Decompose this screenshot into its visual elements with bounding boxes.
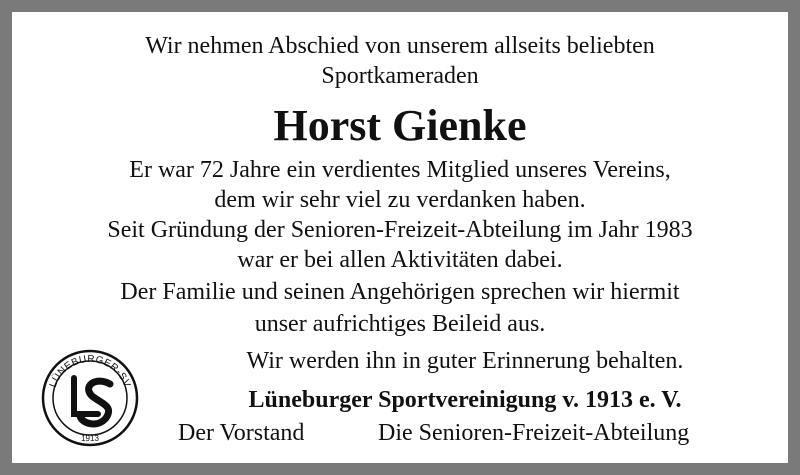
intro-line-2: Sportkameraden — [321, 63, 479, 89]
body-line-4: war er bei allen Aktivitäten dabei. — [237, 247, 563, 273]
logo-ring-text: LÜNEBURGER-SV — [47, 353, 133, 390]
body-line-5: Der Familie und seinen Angehörigen sprechen wir hiermit — [120, 279, 680, 305]
body-line-1: Er war 72 Jahre ein verdientes Mitglied unseres Vereins, — [129, 157, 671, 183]
intro-line-1: Wir nehmen Abschied von unserem allseits beliebten — [145, 33, 655, 59]
obituary-notice — [12, 12, 788, 463]
organization-name: Lüneburger Sportvereinigung v. 1913 e. V. — [248, 387, 682, 413]
deceased-name: Horst Gienke — [273, 101, 527, 150]
signature-board: Der Vorstand — [178, 420, 305, 446]
logo-year: 1913 — [81, 434, 99, 443]
body-line-3: Seit Gründung der Senioren-Freizeit-Abteilung im Jahr 1983 — [107, 217, 693, 243]
body-line-6: unser aufrichtiges Beileid aus. — [254, 311, 546, 337]
closing-line: Wir werden ihn in guter Erinnerung behalten. — [246, 348, 684, 374]
signature-department: Die Senioren-Freizeit-Abteilung — [378, 420, 690, 446]
club-logo — [40, 348, 140, 448]
body-line-2: dem wir sehr viel zu verdanken haben. — [214, 187, 586, 213]
